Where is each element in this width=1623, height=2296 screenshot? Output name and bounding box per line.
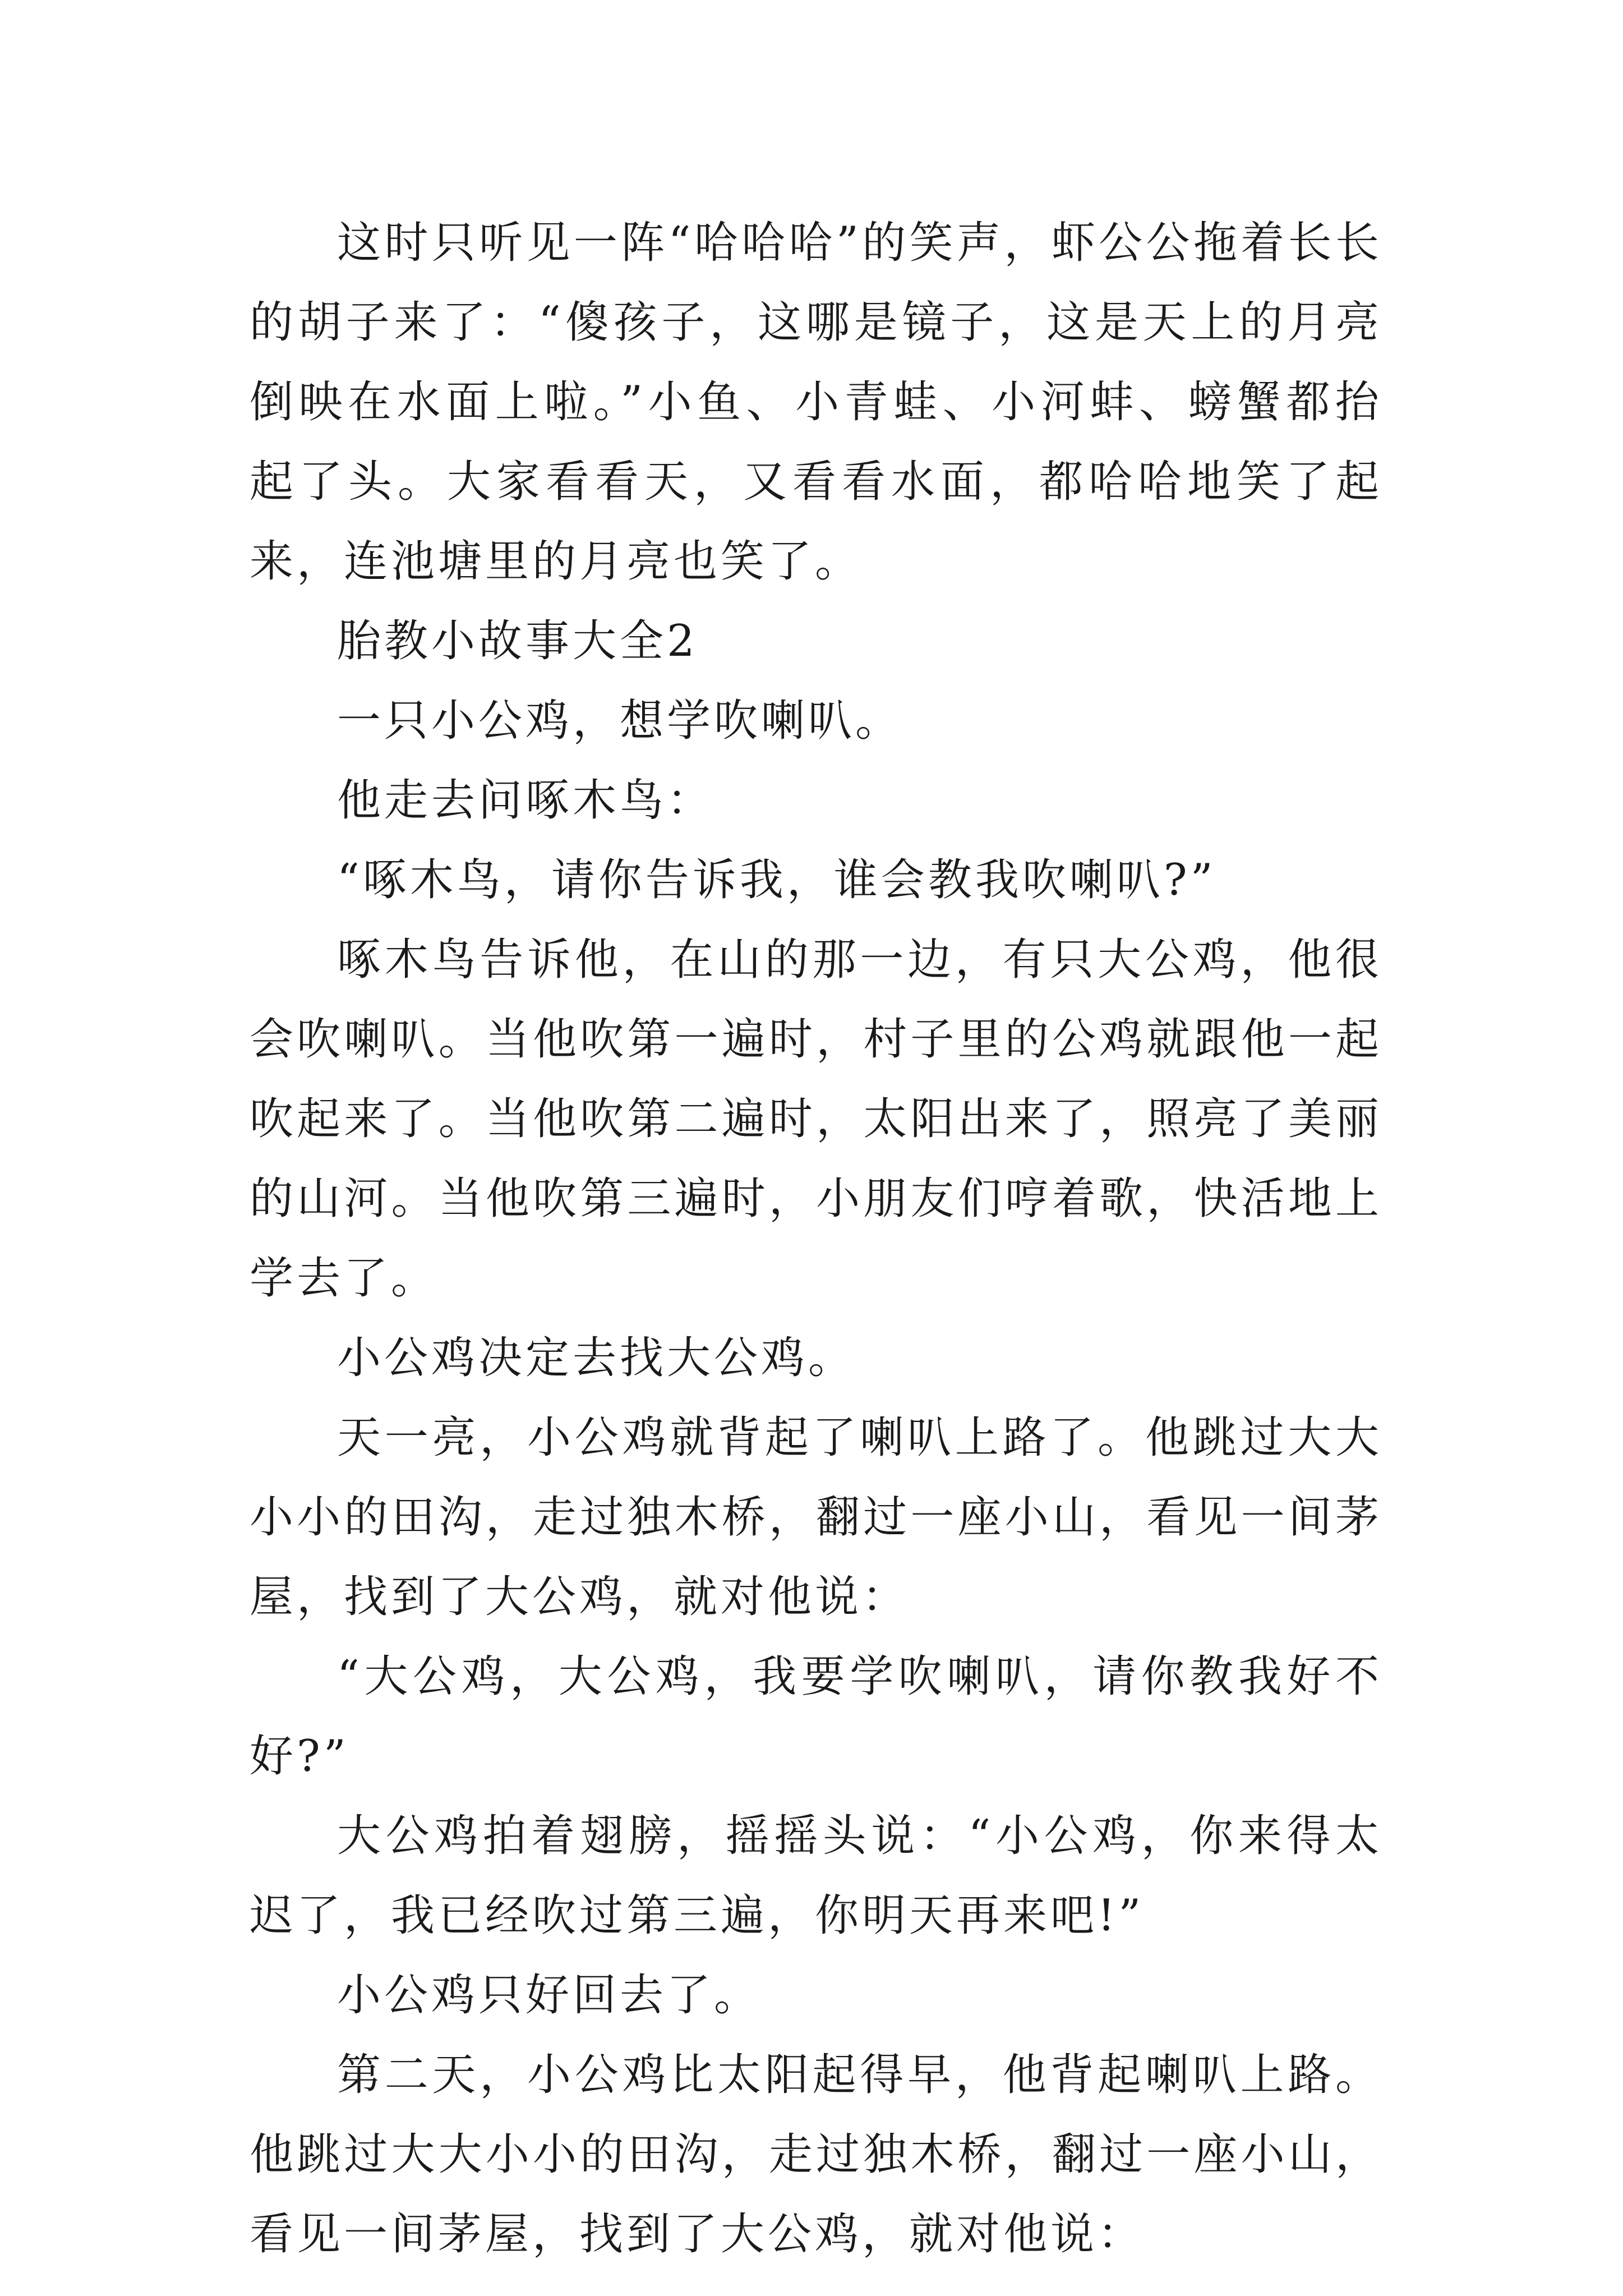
paragraph: “大公鸡，大公鸡，我要学吹喇叭，请你教我好不好?” [250,1651,1382,1782]
story-text [250,203,1382,2274]
paragraph: 一只小公鸡，想学吹喇叭。 [337,696,903,746]
paragraph: 大公鸡拍着翅膀，摇摇头说：“小公鸡，你来得太迟了，我已经吹过第三遍，你明天再来吧!” [250,1811,1382,1941]
paragraph: “啄木鸟，请你告诉我，谁会教我吹喇叭?” [337,855,1216,905]
paragraph: 小公鸡只好回去了。 [337,1970,762,2021]
paragraph: 小公鸡决定去找大公鸡。 [337,1333,856,1383]
story-heading: 胎教小故事大全2 [337,616,698,666]
paragraph: 他走去问啄木鸟： [337,775,714,826]
paragraph: 啄木鸟告诉他，在山的那一边，有只大公鸡，他很会吹喇叭。当他吹第一遍时，村子里的公鸡就跟他一起吹起来了。当他吹第二遍时，太阳出来了，照亮了美丽的山河。当他吹第三遍时，小朋友们哼着歌，快活地上学去了。 [250,935,1382,1304]
paragraph: 这时只听见一阵“哈哈哈”的笑声，虾公公拖着长长的胡子来了：“傻孩子，这哪是镜子，这是天上的月亮倒映在水面上啦。”小鱼、小青蛙、小河蚌、螃蟹都抬起了头。大家看看天，又看看水面，都哈哈地笑了起来，连池塘里的月亮也笑了。 [250,218,1382,587]
paragraph: 第二天，小公鸡比太阳起得早，他背起喇叭上路。他跳过大大小小的田沟，走过独木桥，翻过一座小山，看见一间茅屋，找到了大公鸡，就对他说： [250,2050,1382,2260]
paragraph: 天一亮，小公鸡就背起了喇叭上路了。他跳过大大小小的田沟，走过独木桥，翻过一座小山，看见一间茅屋，找到了大公鸡，就对他说： [250,1412,1382,1622]
